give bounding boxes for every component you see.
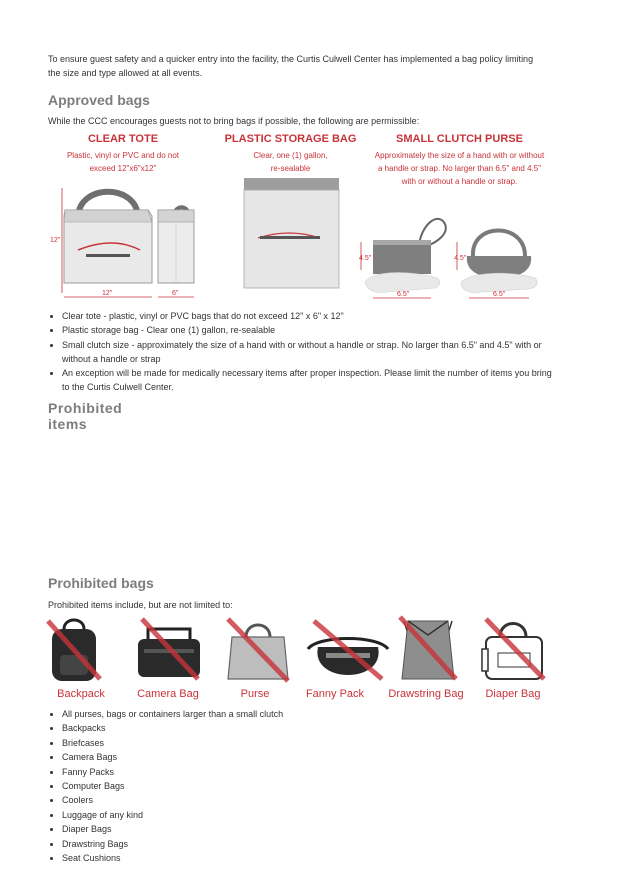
clutch1-width-label: 6.5" xyxy=(397,291,410,298)
prohibited-items-heading-cut xyxy=(48,400,130,432)
purse-icon xyxy=(228,619,288,681)
list-item: • Small clutch size - approximately the size of a hand with or without a handle or strap. No larger than 6.5" and 4.5" with or without a handle or strap xyxy=(62,338,552,367)
clutch-desc-line2: a handle or strap. No larger than 6.5" and 4.5" xyxy=(377,164,542,173)
tote-width-label: 12" xyxy=(102,290,113,297)
drawstring-bag-label: Drawstring Bag xyxy=(388,688,464,700)
clear-tote-illustration xyxy=(48,178,198,306)
backpack-icon xyxy=(48,620,100,681)
list-item: • An exception will be made for medically necessary items after proper inspection. Please limit the number of items you bring to the Curtis Culwell Center. xyxy=(62,366,552,395)
prohibited-subtext: Prohibited items include, but are not limited to: xyxy=(48,600,233,610)
diaper-bag-label: Diaper Bag xyxy=(485,688,541,700)
prohibited-items-heading-text: Prohibited items xyxy=(48,400,123,432)
camera-bag-label: Camera Bag xyxy=(137,688,199,700)
list-item: • All purses, bags or containers larger than a small clutch xyxy=(62,707,283,721)
clutch1-height-label: 4.5" xyxy=(359,255,372,262)
intro-text: To ensure guest safety and a quicker entry into the facility, the Curtis Culwell Center has implemented a bag policy limiting the size and type allowed at all events. xyxy=(48,54,534,78)
plastic-storage-title: PLASTIC STORAGE BAG xyxy=(224,133,357,145)
clutch-desc-line1: Approximately the size of a hand with or without xyxy=(374,151,545,160)
clutch2-height-label: 4.5" xyxy=(454,255,467,262)
list-item: • Briefcases xyxy=(62,736,283,750)
list-item: • Luggage of any kind xyxy=(62,808,283,822)
clear-tote-desc xyxy=(48,149,198,175)
diaper-bag-icon xyxy=(482,619,544,679)
plastic-storage-desc-line2: re-sealable xyxy=(270,164,311,173)
clear-tote-title: CLEAR TOTE xyxy=(87,133,159,145)
camera-bag-icon xyxy=(138,619,200,679)
list-item: • Seat Cushions xyxy=(62,851,283,865)
list-item: • Fanny Packs xyxy=(62,765,283,779)
list-item: • Camera Bags xyxy=(62,750,283,764)
purse-label: Purse xyxy=(240,688,270,700)
clutch2-width-label: 6.5" xyxy=(493,291,506,298)
fanny-pack-icon xyxy=(308,621,388,679)
tote-height-label: 12" xyxy=(50,237,61,244)
prohibited-icons-row xyxy=(46,615,566,685)
list-item: • Clear tote - plastic, vinyl or PVC bags that do not exceed 12" x 6" x 12" xyxy=(62,309,552,323)
approved-subtext: While the CCC encourages guests not to bring bags if possible, the following are permissible: xyxy=(48,116,420,126)
list-item: • Backpacks xyxy=(62,721,283,735)
list-item: • Plastic storage bag - Clear one (1) gallon, re-sealable xyxy=(62,323,552,337)
list-item: • Coolers xyxy=(62,793,283,807)
list-item: • Computer Bags xyxy=(62,779,283,793)
backpack-label: Backpack xyxy=(57,688,105,700)
prohibited-bags-heading: Prohibited bags xyxy=(48,575,154,591)
list-item: • Diaper Bags xyxy=(62,822,283,836)
tote-depth-label: 6" xyxy=(172,290,179,297)
small-clutch-illustration xyxy=(357,212,542,304)
list-item: • Drawstring Bags xyxy=(62,837,283,851)
prohibited-items-list xyxy=(48,707,283,865)
clutch-title: SMALL CLUTCH PURSE xyxy=(396,133,523,145)
approved-bags-heading: Approved bags xyxy=(48,92,150,108)
plastic-storage-desc xyxy=(218,149,363,175)
plastic-storage-bag-illustration xyxy=(244,178,339,290)
fanny-pack-label: Fanny Pack xyxy=(305,688,365,700)
drawstring-bag-icon xyxy=(400,617,456,679)
clutch-desc-line3: with or without a handle or strap. xyxy=(401,177,518,186)
clutch-desc xyxy=(362,149,557,188)
plastic-storage-desc-line1: Clear, one (1) gallon, xyxy=(253,151,328,160)
approved-items-list xyxy=(48,309,552,395)
clear-tote-desc-line1: Plastic, vinyl or PVC and do not xyxy=(66,151,180,160)
clear-tote-desc-line2: exceed 12"x6"x12" xyxy=(89,164,157,173)
